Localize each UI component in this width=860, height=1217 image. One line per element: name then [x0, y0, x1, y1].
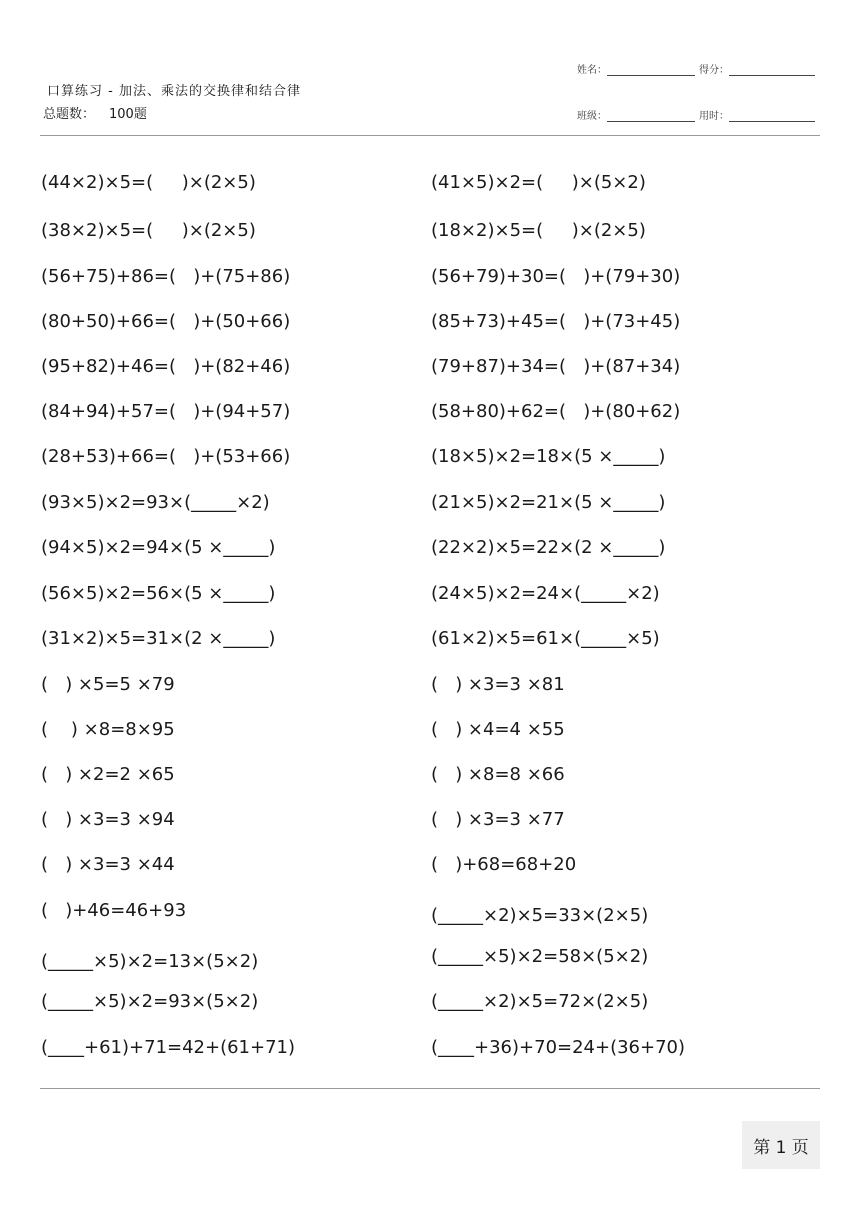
time-field — [699, 107, 815, 122]
class-line — [607, 111, 695, 122]
problem: (80+50)+66=( )+(50+66) — [41, 311, 291, 332]
footer-divider — [40, 1088, 820, 1089]
problem: (____+61)+71=42+(61+71) — [41, 1037, 296, 1058]
problem: (85+73)+45=( )+(73+45) — [431, 311, 681, 332]
name-label: 姓名： — [577, 65, 607, 76]
problem: (56+75)+86=( )+(75+86) — [41, 266, 291, 287]
problem: ( ) ×5=5 ×79 — [41, 674, 175, 695]
problem: ( ) ×8=8 ×66 — [431, 764, 565, 785]
problem: (18×5)×2=18×(5 ×_____) — [431, 446, 666, 467]
problem: (44×2)×5=( )×(2×5) — [41, 172, 256, 193]
problem: (56×5)×2=56×(5 ×_____) — [41, 583, 276, 604]
problem: (____+36)+70=24+(36+70) — [431, 1037, 686, 1058]
name-line — [607, 65, 695, 76]
problem: ( ) ×3=3 ×81 — [431, 674, 565, 695]
problem: (28+53)+66=( )+(53+66) — [41, 446, 291, 467]
problem: ( )+46=46+93 — [41, 900, 187, 921]
problem: (79+87)+34=( )+(87+34) — [431, 356, 681, 377]
problem: (_____×5)×2=93×(5×2) — [41, 991, 259, 1012]
problem: (22×2)×5=22×(2 ×_____) — [431, 537, 666, 558]
problem: (41×5)×2=( )×(5×2) — [431, 172, 646, 193]
problem: (_____×5)×2=58×(5×2) — [431, 946, 649, 967]
time-line — [729, 111, 815, 122]
problem: ( )+68=68+20 — [431, 854, 577, 875]
total-count-value: 100题 — [109, 107, 147, 122]
problem: (84+94)+57=( )+(94+57) — [41, 401, 291, 422]
problem: (95+82)+46=( )+(82+46) — [41, 356, 291, 377]
problem: ( ) ×4=4 ×55 — [431, 719, 565, 740]
class-label: 班级： — [577, 111, 607, 122]
problem: ( ) ×2=2 ×65 — [41, 764, 175, 785]
problem: (93×5)×2=93×(_____×2) — [41, 492, 270, 513]
problem: (31×2)×5=31×(2 ×_____) — [41, 628, 276, 649]
score-field — [699, 61, 815, 76]
time-label: 用时： — [699, 111, 729, 122]
total-count — [43, 103, 147, 122]
problem: ( ) ×3=3 ×77 — [431, 809, 565, 830]
class-field — [577, 107, 695, 122]
score-label: 得分： — [699, 65, 729, 76]
total-count-label: 总题数： — [43, 107, 96, 122]
problem: ( ) ×3=3 ×44 — [41, 854, 175, 875]
problem: (18×2)×5=( )×(2×5) — [431, 220, 646, 241]
page-number: 第 1 页 — [742, 1121, 820, 1169]
problem: (_____×2)×5=33×(2×5) — [431, 905, 649, 926]
problem: ( ) ×3=3 ×94 — [41, 809, 175, 830]
problem: ( ) ×8=8×95 — [41, 719, 175, 740]
score-line — [729, 65, 815, 76]
problem: (56+79)+30=( )+(79+30) — [431, 266, 681, 287]
worksheet-title: 口算练习 - 加法、乘法的交换律和结合律 — [47, 84, 301, 99]
problem: (94×5)×2=94×(5 ×_____) — [41, 537, 276, 558]
problem: (_____×5)×2=13×(5×2) — [41, 951, 259, 972]
problem: (21×5)×2=21×(5 ×_____) — [431, 492, 666, 513]
problem: (_____×2)×5=72×(2×5) — [431, 991, 649, 1012]
problem: (58+80)+62=( )+(80+62) — [431, 401, 681, 422]
problem: (61×2)×5=61×(_____×5) — [431, 628, 660, 649]
name-field — [577, 61, 695, 76]
problem: (24×5)×2=24×(_____×2) — [431, 583, 660, 604]
header-divider — [40, 135, 820, 136]
problem: (38×2)×5=( )×(2×5) — [41, 220, 256, 241]
